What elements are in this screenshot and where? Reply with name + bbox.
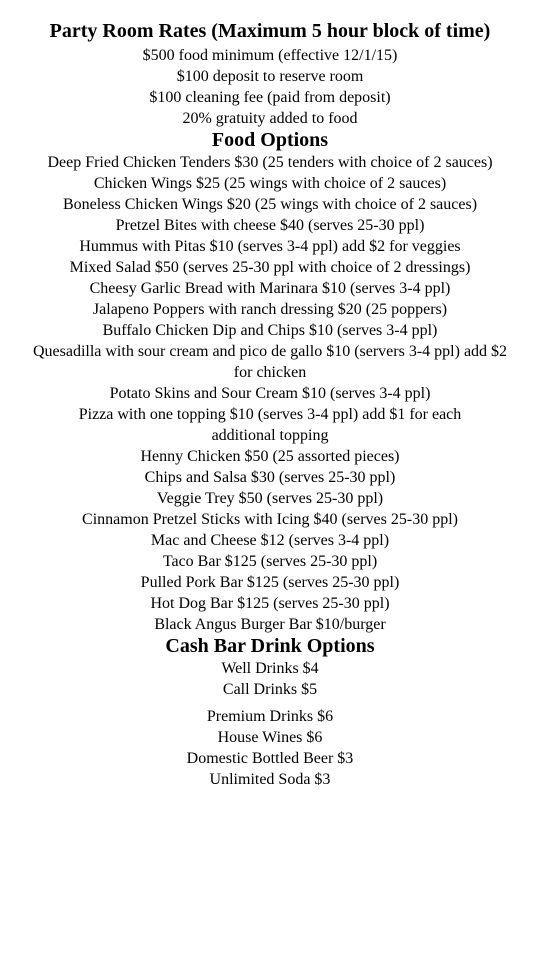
food-item: Cinnamon Pretzel Sticks with Icing $40 (serves 25-30 ppl) <box>82 511 458 528</box>
food-item: Pizza with one topping $10 (serves 3-4 ppl) add $1 for each additional topping <box>78 406 462 444</box>
food-heading: Food Options <box>211 129 329 151</box>
food-item: Mac and Cheese $12 (serves 3-4 ppl) <box>150 532 390 549</box>
drink-item: Unlimited Soda $3 <box>209 771 331 788</box>
food-item: Cheesy Garlic Bread with Marinara $10 (serves 3-4 ppl) <box>89 280 451 297</box>
drinks-heading: Cash Bar Drink Options <box>165 635 375 657</box>
food-item: Black Angus Burger Bar $10/burger <box>154 616 386 633</box>
drink-item: Domestic Bottled Beer $3 <box>186 750 354 767</box>
food-item: Hummus with Pitas $10 (serves 3-4 ppl) add $2 for veggies <box>79 238 461 255</box>
food-item: Pretzel Bites with cheese $40 (serves 25-30 ppl) <box>115 217 425 234</box>
food-item: Chicken Wings $25 (25 wings with choice of 2 sauces) <box>93 175 447 192</box>
food-item: Pulled Pork Bar $125 (serves 25-30 ppl) <box>140 574 400 591</box>
food-item: Henny Chicken $50 (25 assorted pieces) <box>140 448 400 465</box>
food-item: Quesadilla with sour cream and pico de gallo $10 (servers 3-4 ppl) add $2 for chicken <box>32 343 508 381</box>
drinks-list-secondary <box>0 706 540 790</box>
food-item: Deep Fried Chicken Tenders $30 (25 tenders with choice of 2 sauces) <box>47 154 493 171</box>
food-item: Boneless Chicken Wings $20 (25 wings with choice of 2 sauces) <box>62 196 478 213</box>
food-item: Potato Skins and Sour Cream $10 (serves 3-4 ppl) <box>109 385 431 402</box>
food-item: Veggie Trey $50 (serves 25-30 ppl) <box>156 490 384 507</box>
rate-item: $500 food minimum (effective 12/1/15) <box>142 47 398 64</box>
rate-item: $100 cleaning fee (paid from deposit) <box>149 89 391 106</box>
rate-item: 20% gratuity added to food <box>182 110 358 127</box>
food-item: Chips and Salsa $30 (serves 25-30 ppl) <box>144 469 396 486</box>
food-item: Hot Dog Bar $125 (serves 25-30 ppl) <box>150 595 390 612</box>
food-list <box>0 152 540 635</box>
rate-item: $100 deposit to reserve room <box>176 68 364 85</box>
food-item: Buffalo Chicken Dip and Chips $10 (serves 3-4 ppl) <box>102 322 438 339</box>
page-title: Party Room Rates (Maximum 5 hour block of time) <box>49 20 491 42</box>
drink-item: Premium Drinks $6 <box>206 708 334 725</box>
food-item: Jalapeno Poppers with ranch dressing $20 (25 poppers) <box>92 301 448 318</box>
drink-item: Call Drinks $5 <box>222 681 318 698</box>
drink-item: House Wines $6 <box>217 729 323 746</box>
food-item: Taco Bar $125 (serves 25-30 ppl) <box>162 553 378 570</box>
drink-item: Well Drinks $4 <box>221 660 319 677</box>
rates-list <box>0 45 540 129</box>
drinks-list-primary <box>0 658 540 700</box>
food-item: Mixed Salad $50 (serves 25-30 ppl with choice of 2 dressings) <box>69 259 471 276</box>
